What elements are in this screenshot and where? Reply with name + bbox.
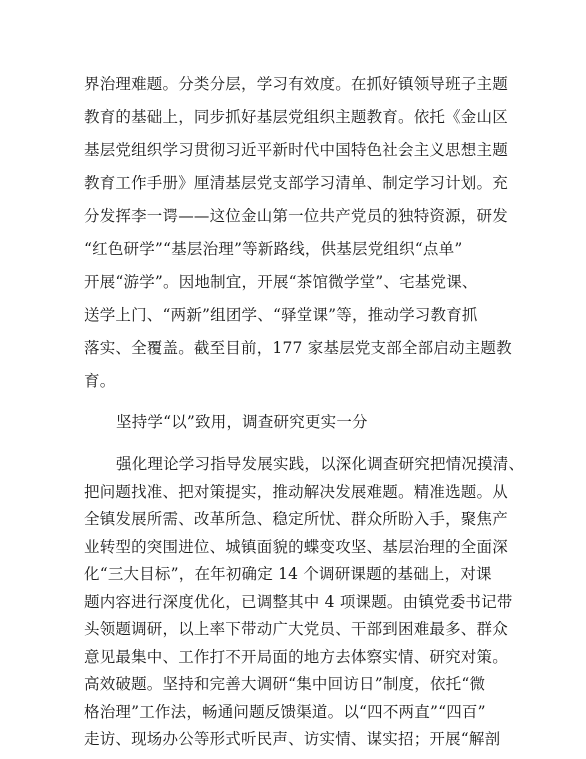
paragraph-2-line-11: 走访、现场办公等形式听民声、访实情、谋实招；开展“解剖: [84, 730, 501, 748]
paragraph-1-line-4: 教育工作手册》厘清基层党支部学习清单、制定学习计划。充: [84, 174, 508, 192]
paragraph-2-line-2: 把问题找准、把对策提实，推动解决发展难题。精准选题。从: [84, 482, 508, 501]
paragraph-2-line-8: 意见最集中、工作打不开局面的地方去体察实情、研究对策。: [84, 647, 508, 666]
paragraph-2-line-9: 高效破题。坚持和完善大调研“集中回访日”制度，依托“微: [84, 675, 486, 693]
paragraph-2-line-3: 全镇发展所需、改革所急、稳定所忧、群众所盼入手，聚焦产: [84, 510, 508, 528]
paragraph-1-line-2: 教育的基础上，同步抓好基层党组织主题教育。依托《金山区: [84, 108, 508, 126]
paragraph-1-line-1: 界治理难题。分类分层，学习有效度。在抓好镇领导班子主题: [84, 75, 508, 93]
paragraph-2-line-6: 题内容进行深度优化，已调整其中 4 项课题。由镇党委书记带: [84, 592, 513, 611]
paragraph-1-line-10: 育。: [84, 372, 116, 390]
paragraph-1-line-8: 送学上门、“两新”组团学、“驿堂课”等，推动学习教育抓: [84, 306, 478, 324]
paragraph-2-line-10: 格治理”工作法，畅通问题反馈渠道。以“四不两直”“四百”: [84, 702, 486, 721]
paragraph-1-line-6: “红色研学”“基层治理”等新路线，供基层党组织“点单”: [84, 240, 463, 258]
paragraph-1-line-7: 开展“游学”。因地制宜，开展“茶馆微学堂”、宅基党课、: [84, 273, 478, 291]
paragraph-2-line-4: 业转型的突围进位、城镇面貌的蝶变攻坚、基层治理的全面深: [84, 537, 508, 556]
paragraph-2-line-1: 强化理论学习指导发展实践，以深化调查研究把情况摸清、: [116, 455, 525, 473]
paragraph-1-line-9: 落实、全覆盖。截至目前，177 家基层党支部全部启动主题教: [84, 339, 512, 357]
section-heading: 坚持学“以”致用，调查研究更实一分: [116, 413, 368, 431]
paragraph-1-line-3: 基层党组织学习贯彻习近平新时代中国特色社会主义思想主题: [84, 141, 508, 159]
paragraph-2-line-7: 头领题调研，以上率下带动广大党员、干部到困难最多、群众: [84, 620, 508, 638]
paragraph-1-line-5: 分发挥李一谔——这位金山第一位共产党员的独特资源，研发: [84, 207, 508, 225]
paragraph-2-line-5: 化“三大目标”，在年初确定 14 个调研课题的基础上，对课: [84, 565, 492, 583]
